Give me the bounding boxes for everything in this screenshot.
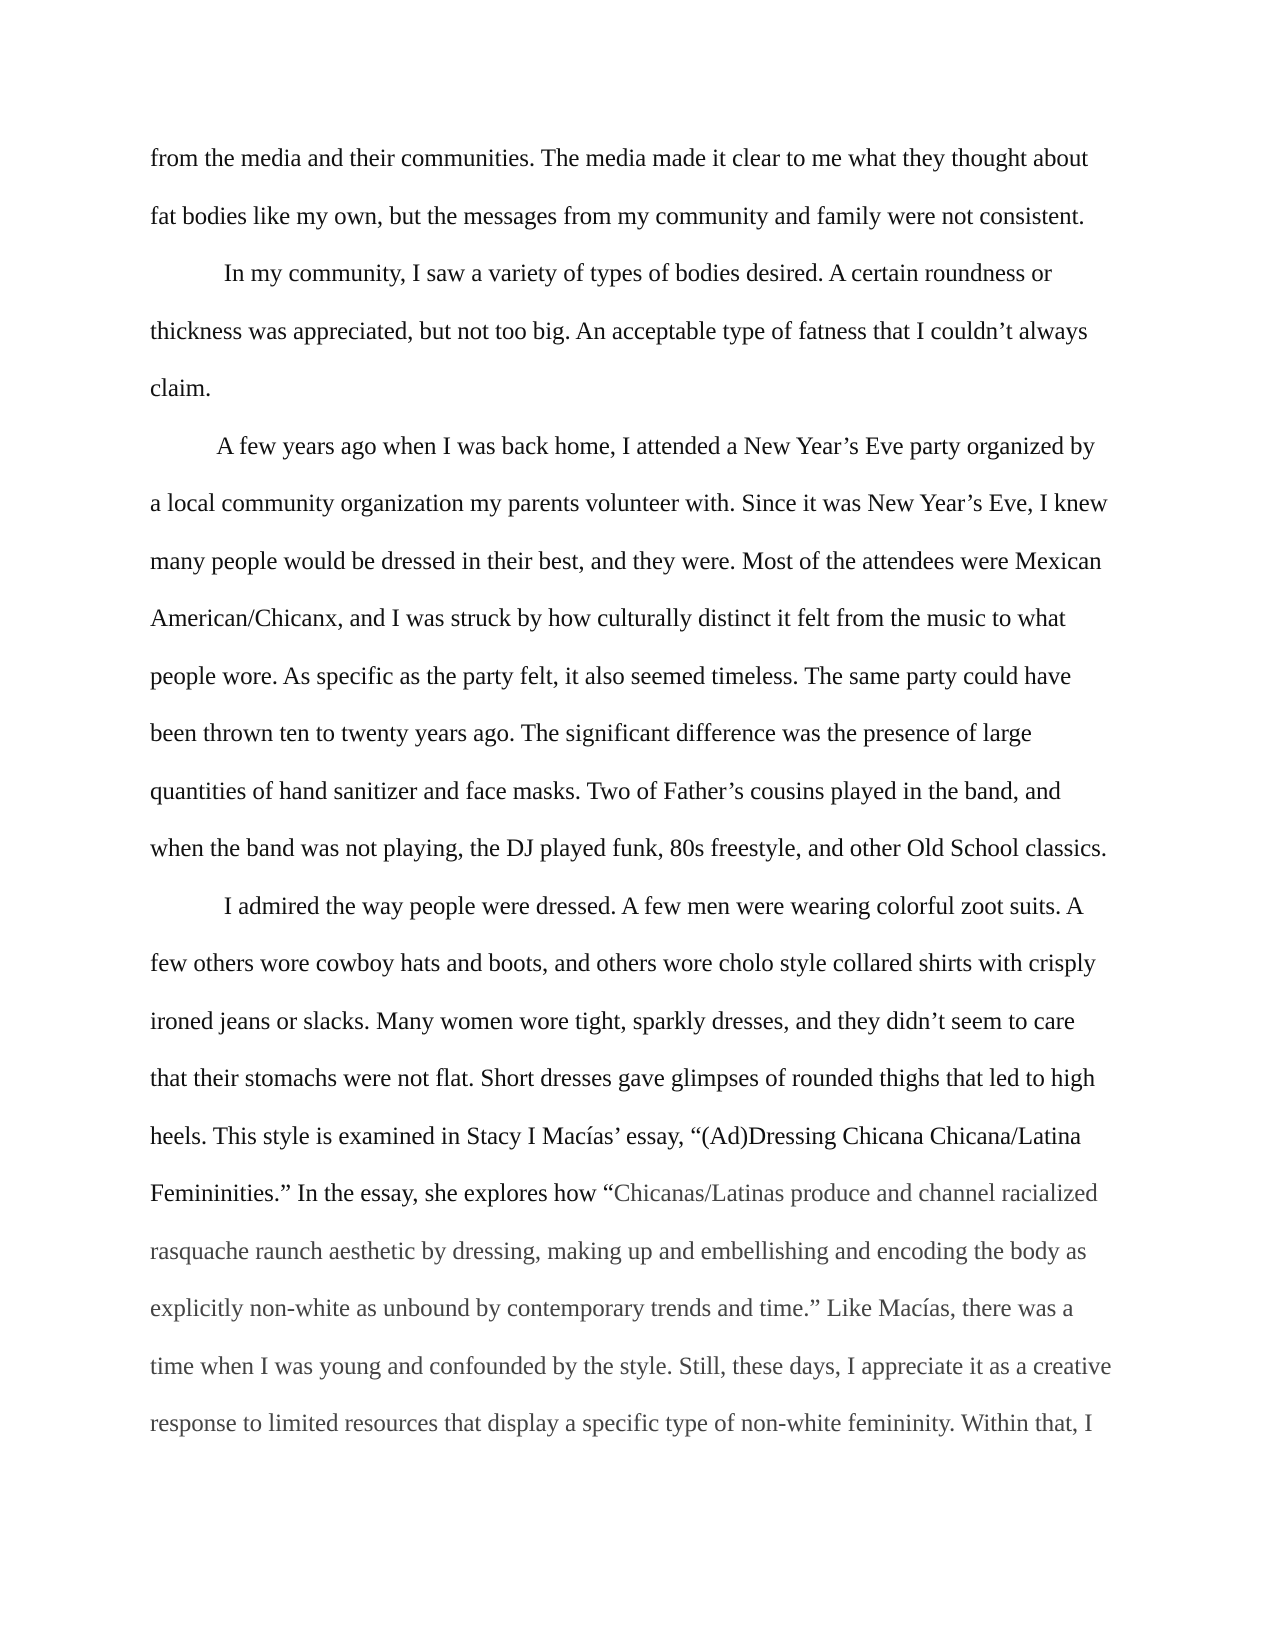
text-line: quantities of hand sanitizer and face masks. Two of Father’s cousins played in the band, and [150,777,1061,805]
text-line: claim. [150,375,212,402]
text-line-with-quote [150,1174,1130,1232]
text-line: from the media and their communities. The media made it clear to me what they thought about [150,145,1089,172]
text-line: response to limited resources that display a specific type of non-white femininity. Within that, I [150,1410,1093,1437]
text-line: that their stomachs were not flat. Short dresses gave glimpses of rounded thighs that led to high [150,1065,1095,1092]
text-line: people wore. As specific as the party felt, it also seemed timeless. The same party could have [150,662,1072,690]
paragraph-start-line: I admired the way people were dressed. A few men were wearing colorful zoot suits. A [150,892,1084,920]
text-line: a local community organization my parents volunteer with. Since it was New Year’s Eve, I knew [150,490,1108,517]
text-line: fat bodies like my own, but the messages from my community and family were not consistent. [150,202,1085,230]
text-line: thickness was appreciated, but not too big. An acceptable type of fatness that I couldn’t always [150,317,1088,345]
text-line: few others wore cowboy hats and boots, and others wore cholo style collared shirts with crisply [150,950,1096,977]
text-line: many people would be dressed in their best, and they were. Most of the attendees were Mexican [150,547,1102,575]
text-line: when the band was not playing, the DJ played funk, 80s freestyle, and other Old School classics. [150,835,1107,862]
quoted-text-line: rasquache raunch aesthetic by dressing, making up and embellishing and encoding the body as [150,1237,1087,1265]
text-line: heels. This style is examined in Stacy I Macías’ essay, “(Ad)Dressing Chicana Chicana/Latina [150,1122,1082,1150]
paragraph-start-line: In my community, I saw a variety of types of bodies desired. A certain roundness or [150,260,1052,287]
text-line: been thrown ten to twenty years ago. The significant difference was the presence of large [150,720,1032,747]
line-segment: Femininities.” In the essay, she explores how “ [150,1180,614,1207]
text-line: time when I was young and confounded by the style. Still, these days, I appreciate it as a creative [150,1352,1112,1380]
body-text [150,139,1130,1462]
quoted-text-line: explicitly non-white as unbound by contemporary trends and time.” Like Macías, there was a [150,1295,1074,1322]
text-line: ironed jeans or slacks. Many women wore tight, sparkly dresses, and they didn’t seem to care [150,1007,1075,1035]
quoted-text: Chicanas/Latinas produce and channel racialized [613,1180,1098,1207]
text-line: American/Chicanx, and I was struck by how culturally distinct it felt from the music to what [150,605,1066,632]
paragraph-start-line: A few years ago when I was back home, I attended a New Year’s Eve party organized by [150,432,1095,460]
